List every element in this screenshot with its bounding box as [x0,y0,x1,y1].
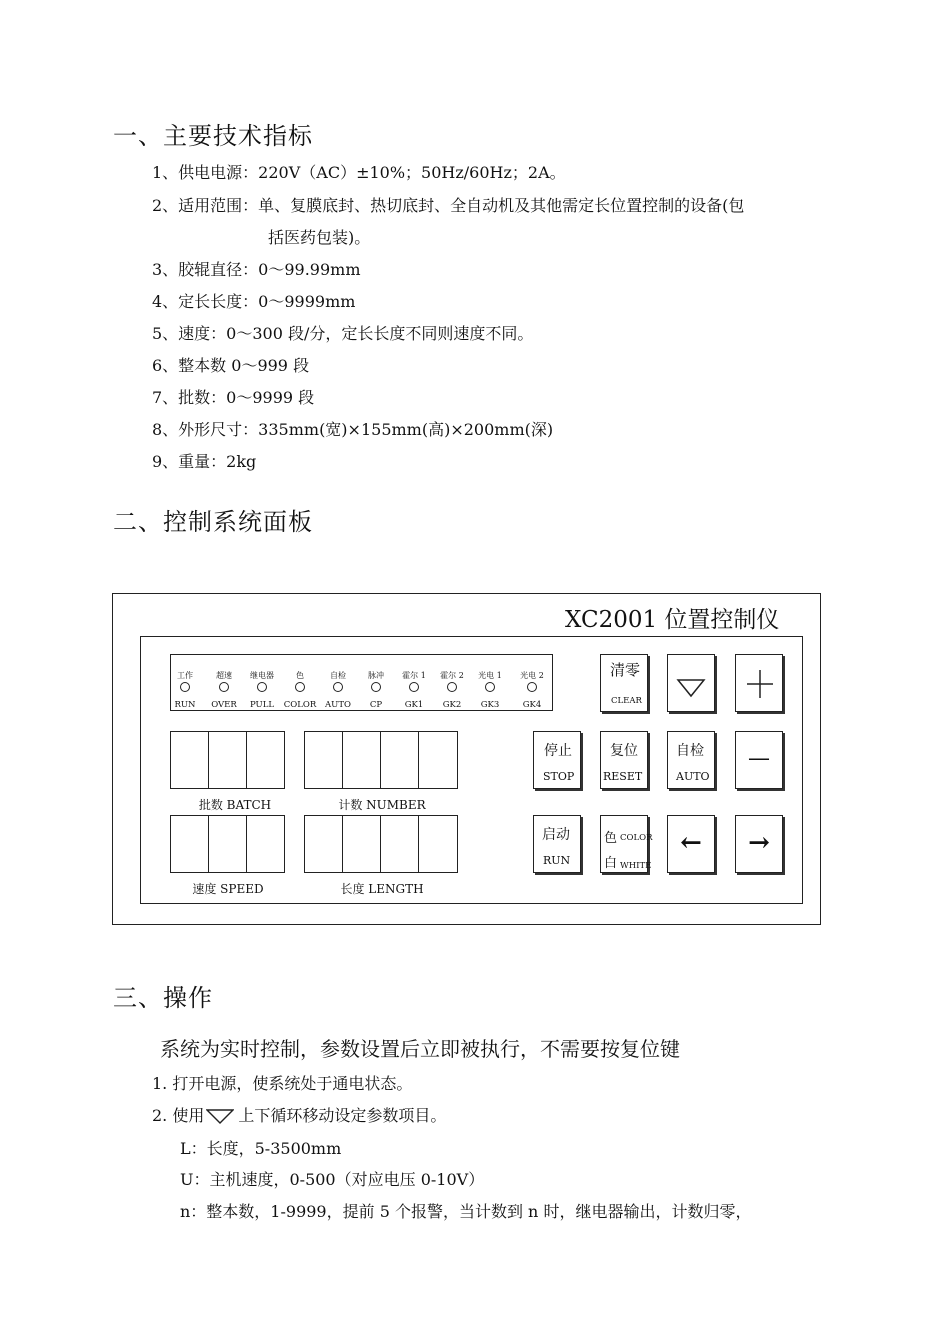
white-key-cn: 白 [604,856,618,871]
led-lamp [219,682,229,692]
param-count: n：整本数，1-9999，提前 5 个报警，当计数到 n 时，继电器输出，计数归零， [180,1202,752,1221]
number-label: 计数 NUMBER [338,798,426,812]
led-label-en: GK1 [404,700,424,710]
led-indicator [472,671,508,710]
led-label-cn: 脉冲 [368,671,384,680]
left-arrow-icon: ← [680,828,702,858]
led-indicator [514,671,550,710]
led-label-cn: 光电 2 [520,671,544,680]
led-indicator [244,671,280,710]
spec-item-4: 4、定长长度：0～9999mm [152,292,356,311]
led-label-en: GK3 [480,700,500,710]
spec-item-1: 1、供电电源：220V（AC）±10%；50Hz/60Hz；2A。 [152,163,566,182]
led-indicator [358,671,394,710]
auto-key-en: AUTO [676,770,710,783]
led-indicator [206,671,242,710]
led-lamp [295,682,305,692]
length-label: 长度 LENGTH [340,882,424,896]
number-display [304,731,458,789]
spec-item-3: 3、胶辊直径：0～99.99mm [152,260,361,279]
led-indicator [167,671,203,710]
led-label-en: PULL [249,700,275,710]
section-1-title: 一、主要技术指标 [113,122,313,150]
led-indicator [320,671,356,710]
run-key-cn: 启动 [542,827,570,843]
right-arrow-icon: → [748,828,770,858]
batch-label: 批数 BATCH [198,798,272,812]
spec-item-9: 9、重量：2kg [152,452,257,471]
led-indicator [282,671,318,710]
spec-item-5: 5、速度：0～300 段/分，定长长度不同则速度不同。 [152,324,534,343]
reset-key [600,731,648,789]
color-white-key [600,815,653,873]
led-label-cn: 工作 [177,671,193,680]
led-lamp [333,682,343,692]
spec-item-7: 7、批数：0～9999 段 [152,388,315,407]
operation-step-2-suffix: 上下循环移动设定参数项目。 [238,1106,447,1125]
led-label-en: GK4 [522,700,542,710]
section-3-title: 三、操作 [113,984,213,1012]
led-label-cn: 霍尔 1 [402,671,426,680]
minus-key [735,731,783,789]
led-label-en: AUTO [325,700,351,710]
spec-item-2-cont: 括医药包装)。 [268,228,371,247]
left-arrow-key [667,815,715,873]
spec-item-6: 6、整本数 0～999 段 [152,356,310,375]
led-label-cn: 超速 [216,671,232,680]
led-label-en: COLOR [283,700,317,710]
reset-key-en: RESET [603,770,643,783]
plus-key [735,654,783,712]
panel-title: XC2001 位置控制仪 [565,607,780,633]
speed-display [170,815,285,873]
length-display [304,815,458,873]
led-label-cn: 继电器 [250,671,274,680]
led-label-en: RUN [174,700,196,710]
white-key-en: WHITE [620,861,652,871]
down-triangle-key [667,654,715,712]
led-lamp [257,682,267,692]
led-lamp [371,682,381,692]
led-indicator [396,671,432,710]
led-label-cn: 霍尔 2 [440,671,464,680]
operation-intro: 系统为实时控制，参数设置后立即被执行，不需要按复位键 [160,1037,680,1061]
clear-key [600,654,648,712]
spec-item-8: 8、外形尺寸：335mm(宽)×155mm(高)×200mm(深) [152,420,554,439]
led-indicator [434,671,470,710]
run-key [533,815,581,873]
param-speed: U：主机速度，0-500（对应电压 0-10V） [180,1170,485,1189]
right-arrow-key [735,815,783,873]
led-lamp [447,682,457,692]
led-label-cn: 光电 1 [478,671,502,680]
stop-key-cn: 停止 [544,743,572,759]
down-triangle-icon [668,655,713,710]
clear-key-cn: 清零 [610,661,641,679]
led-label-en: CP [369,700,383,710]
reset-key-cn: 复位 [610,743,638,759]
param-length: L：长度，5-3500mm [180,1139,342,1158]
run-key-en: RUN [543,854,571,867]
speed-label: 速度 SPEED [192,882,264,896]
operation-step-2 [152,1103,446,1126]
led-lamp [180,682,190,692]
auto-key [667,731,715,789]
auto-key-cn: 自检 [676,743,704,759]
led-label-en: GK2 [442,700,462,710]
operation-step-2-prefix: 2. 使用 [152,1106,205,1125]
stop-key-en: STOP [543,770,575,783]
batch-display [170,731,285,789]
led-lamp [409,682,419,692]
operation-step-1: 1. 打开电源，使系统处于通电状态。 [152,1074,413,1093]
down-triangle-icon [206,1107,234,1125]
section-2-title: 二、控制系统面板 [113,508,313,536]
color-key-en: COLOR [620,833,653,843]
led-label-en: OVER [211,700,237,710]
led-label-cn: 色 [296,671,304,680]
minus-icon: — [748,746,770,771]
stop-key [533,731,581,789]
led-lamp [485,682,495,692]
plus-icon [736,655,781,710]
color-key-cn: 色 [604,831,618,846]
clear-key-en: CLEAR [611,696,642,706]
led-label-cn: 自检 [330,671,346,680]
spec-item-2: 2、适用范围：单、复膜底封、热切底封、全自动机及其他需定长位置控制的设备(包 [152,196,745,215]
led-lamp [527,682,537,692]
